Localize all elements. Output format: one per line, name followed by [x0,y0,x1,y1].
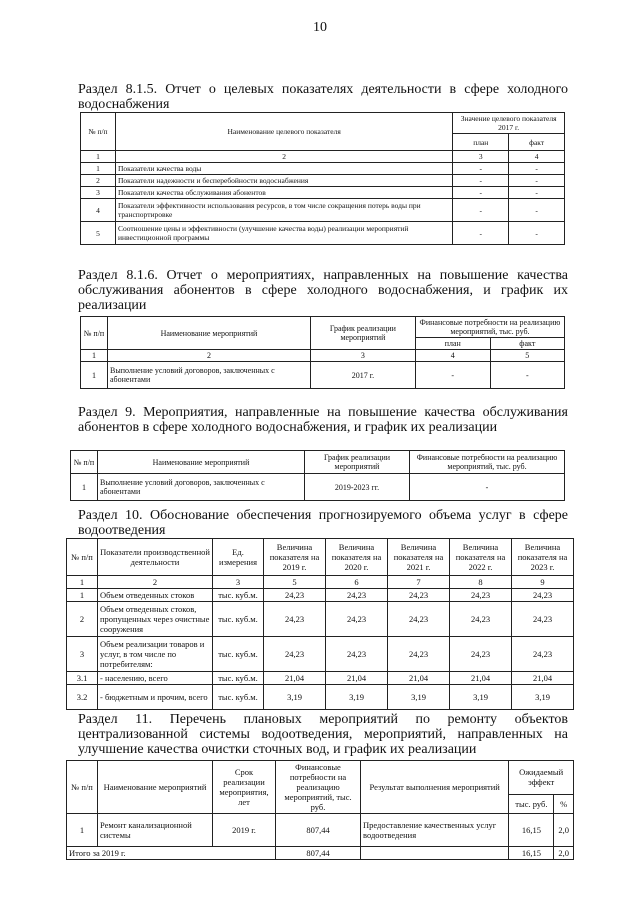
row-schedule: 2017 г. [310,362,415,389]
row-plan: - [453,222,509,245]
row-value: 3,19 [388,685,450,710]
total-pct: 2,0 [554,847,574,860]
col-num: № п/п [71,451,98,474]
row-num: 5 [81,222,116,245]
row-name: Объем реализации товаров и услуг, в том числе по потребителям: [98,637,213,672]
row-num: 3.2 [67,685,98,710]
row-value: 24,23 [388,637,450,672]
col-fin: Финансовые потребности на реализацию мероприятий, тыс. руб. [410,451,565,474]
repair-measures-table [66,760,574,860]
index-cell: 4 [415,350,490,362]
row-term: 2019 г. [213,814,276,847]
row-unit: тыс. куб.м. [213,672,264,685]
row-value: 21,04 [512,672,574,685]
section-11-heading: Раздел 11. Перечень плановых мероприятий по ремонту объектов централизованной системы водоотведения, мероприятий, направленных на улучшение качества очистки сточных вод, и график их реализации [78,712,568,757]
row-value: 24,23 [450,602,512,637]
row-name: - бюджетным и прочим, всего [98,685,213,710]
table-row [81,199,565,222]
measures-8-1-6-table [80,316,565,389]
row-value: 24,23 [326,637,388,672]
col-schedule: График реализации мероприятий [305,451,410,474]
row-unit: тыс. куб.м. [213,589,264,602]
index-cell: 6 [326,576,388,589]
table-row [67,637,574,672]
index-cell: 5 [264,576,326,589]
col-effect: Ожидаемый эффект [509,761,574,795]
row-num: 1 [81,163,116,175]
row-value: 3,19 [512,685,574,710]
index-cell: 2 [98,576,213,589]
wastewater-volume-table [66,538,574,710]
row-name: Выполнение условий договоров, заключенных с абонентами [98,474,305,501]
row-name: Показатели качества обслуживания абонентов [116,187,453,199]
row-fin: 807,44 [276,814,361,847]
row-name: Соотношение цены и эффективности (улучшение качества воды) реализации мероприятий инвестиционной программы [116,222,453,245]
row-unit: тыс. куб.м. [213,685,264,710]
row-value: 24,23 [512,637,574,672]
col-num: № п/п [81,113,116,151]
col-unit: Ед. измерения [213,539,264,576]
col-term: Срок реализации мероприятия, лет [213,761,276,814]
section-10-heading: Раздел 10. Обоснование обеспечения прогнозируемого объема услуг в сфере водоотведения [78,508,568,538]
row-num: 3.1 [67,672,98,685]
col-num: № п/п [67,539,98,576]
row-value: 21,04 [388,672,450,685]
row-value: 21,04 [326,672,388,685]
table-row [67,685,574,710]
row-name: Выполнение условий договоров, заключенных с абонентами [108,362,311,389]
row-name: Объем отведенных стоков [98,589,213,602]
row-fact: - [509,199,565,222]
col-2019: Величина показателя на 2019 г. [264,539,326,576]
col-num: № п/п [67,761,98,814]
total-label: Итого за 2019 г. [67,847,276,860]
row-value: 24,23 [264,602,326,637]
row-num: 2 [67,602,98,637]
row-num: 3 [67,637,98,672]
total-rub: 16,15 [509,847,554,860]
table-row [67,602,574,637]
col-plan: план [453,134,509,151]
index-cell: 3 [453,151,509,163]
col-result: Результат выполнения мероприятий [361,761,509,814]
col-indicator-value: Значение целевого показателя 2017 г. [453,113,565,134]
row-fact: - [490,362,564,389]
row-unit: тыс. куб.м. [213,602,264,637]
table-row [67,672,574,685]
row-value: 24,23 [264,637,326,672]
row-value: 24,23 [512,589,574,602]
col-2020: Величина показателя на 2020 г. [326,539,388,576]
col-fin: Финансовые потребности на реализацию мероприятий, тыс. руб. [276,761,361,814]
target-indicators-table [80,112,565,245]
col-2021: Величина показателя на 2021 г. [388,539,450,576]
row-fact: - [509,175,565,187]
table-total-row [67,847,574,860]
index-cell: 1 [67,576,98,589]
row-value: 24,23 [326,602,388,637]
row-plan: - [453,163,509,175]
table-row [81,362,565,389]
row-value: 24,23 [450,637,512,672]
section-9-heading: Раздел 9. Мероприятия, направленные на повышение качества обслуживания абонентов в сфере холодного водоснабжения, и график их реализации [78,405,568,435]
row-num: 3 [81,187,116,199]
row-fact: - [509,222,565,245]
row-result: Предоставление качественных услуг водоотведения [361,814,509,847]
row-name: Ремонт канализационной системы [98,814,213,847]
col-fact: факт [490,338,564,350]
measures-9-table [70,450,565,501]
index-cell: 2 [116,151,453,163]
row-plan: - [453,199,509,222]
row-value: 24,23 [264,589,326,602]
row-value: 21,04 [264,672,326,685]
index-cell: 7 [388,576,450,589]
index-cell: 1 [81,350,108,362]
index-cell: 8 [450,576,512,589]
index-cell: 3 [310,350,415,362]
row-value: 3,19 [450,685,512,710]
col-name: Наименование мероприятий [98,451,305,474]
total-result [361,847,509,860]
row-name: Показатели качества воды [116,163,453,175]
row-rub: 16,15 [509,814,554,847]
row-name: - населению, всего [98,672,213,685]
table-row [81,175,565,187]
row-plan: - [453,187,509,199]
row-fact: - [509,163,565,175]
col-fin: Финансовые потребности на реализацию мероприятий, тыс. руб. [415,317,564,338]
index-cell: 3 [213,576,264,589]
row-unit: тыс. куб.м. [213,637,264,672]
index-cell: 9 [512,576,574,589]
row-value: 3,19 [264,685,326,710]
page-number: 10 [313,20,327,35]
row-plan: - [453,175,509,187]
row-name: Показатели надежности и бесперебойности водоснабжения [116,175,453,187]
row-num: 4 [81,199,116,222]
row-num: 1 [67,589,98,602]
index-cell: 2 [108,350,311,362]
row-value: 24,23 [326,589,388,602]
row-num: 1 [81,362,108,389]
table-row [81,163,565,175]
table-row [81,222,565,245]
table-row [67,814,574,847]
col-2023: Величина показателя на 2023 г. [512,539,574,576]
section-8-1-6-heading: Раздел 8.1.6. Отчет о мероприятиях, направленных на повышение качества обслуживания абонентов в сфере холодного водоснабжения, и график их реализации [78,268,568,313]
row-value: 3,19 [326,685,388,710]
row-num: 1 [67,814,98,847]
row-value: 21,04 [450,672,512,685]
col-name: Наименование мероприятий [98,761,213,814]
index-cell: 5 [490,350,564,362]
row-num: 2 [81,175,116,187]
index-cell: 4 [509,151,565,163]
row-value: 24,23 [450,589,512,602]
col-num: № п/п [81,317,108,350]
row-value: 24,23 [388,589,450,602]
row-name: Показатели эффективности использования ресурсов, в том числе сокращения потерь воды при транспортировке [116,199,453,222]
col-pct: % [554,794,574,813]
index-cell: 1 [81,151,116,163]
col-fact: факт [509,134,565,151]
row-pct: 2,0 [554,814,574,847]
col-indicator-name: Наименование целевого показателя [116,113,453,151]
row-name: Объем отведенных стоков, пропущенных через очистные сооружения [98,602,213,637]
row-schedule: 2019-2023 гг. [305,474,410,501]
col-indicator: Показатели производственной деятельности [98,539,213,576]
col-rub: тыс. руб. [509,794,554,813]
row-value: 24,23 [388,602,450,637]
row-plan: - [415,362,490,389]
total-fin: 807,44 [276,847,361,860]
row-num: 1 [71,474,98,501]
row-fin: - [410,474,565,501]
section-8-1-5-heading: Раздел 8.1.5. Отчет о целевых показателях деятельности в сфере холодного водоснабжения [78,82,568,112]
row-fact: - [509,187,565,199]
table-row [81,187,565,199]
col-name: Наименование мероприятий [108,317,311,350]
row-value: 24,23 [512,602,574,637]
table-row [71,474,565,501]
col-plan: план [415,338,490,350]
table-row [67,589,574,602]
col-2022: Величина показателя на 2022 г. [450,539,512,576]
col-schedule: График реализации мероприятий [310,317,415,350]
